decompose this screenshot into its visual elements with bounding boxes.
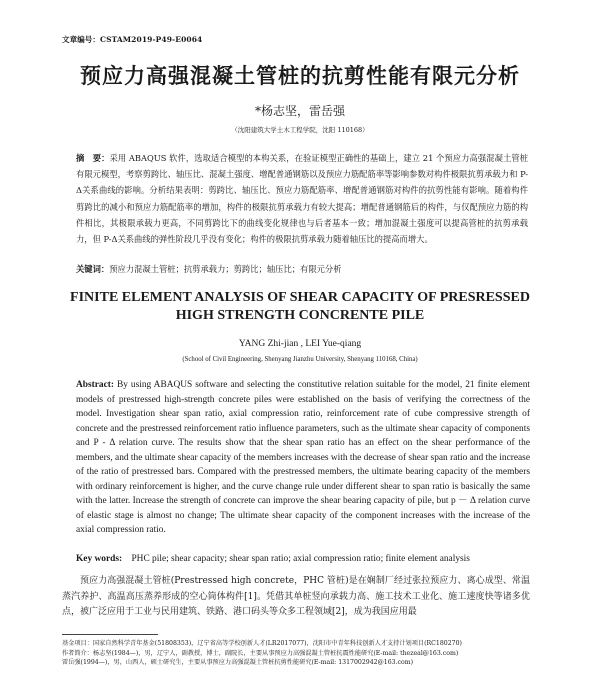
footnote-fund: 基金项目：国家自然科学青年基金(51808353)，辽宁省高等学校创新人才(LR2017077)，沈阳市中青年科技创新人才支持计划项目(RC180270) <box>62 640 462 647</box>
footnote-author-2: 雷岳强(1994—)，男，山西人，硕士研究生，主要从事预应力高强混凝土管桩抗剪性能研究(E-mail: 1317002942@163.com) <box>62 659 414 667</box>
chinese-abstract-text: 采用 ABAQUS 软件，选取适合模型的本构关系，在验证模型正确性的基础上，建立 21 个预应力高强混凝土管桩有限元模型，考察剪跨比、轴压比、混凝土强度、增配普通钢筋以及预应力筋配筋率等影响参数对构件极限抗剪承载力和 P-Δ关系曲线的影响。分析结果表明：剪跨比、轴压比、预应力筋配筋率、增配普通钢筋对构件的抗剪性能有影响。随着构件剪跨比的减小和预应力筋配筋率的增加，构件的极限抗剪承载力有较大提高；增配普通钢筋后的构件，与仅配预应力筋的构件相比，其极限承载力更高，不同剪跨比下的曲线变化规律也与后者基本一致；增加混凝土强度可以提高管桩的抗剪承载力，但 P-Δ关系曲线的弹性阶段几乎没有变化；构件的极限抗剪承载力随着轴压比的提高而增大。 <box>76 153 528 245</box>
chinese-keywords-label: 关键词： <box>76 264 110 274</box>
chinese-keywords <box>76 263 528 275</box>
footnote-author-1: 作者简介：杨志坚(1984—)，男，辽宁人，副教授，博士，副院长，主要从事预应力高强混凝土管桩抗震性能研究(E-mail: thezeal@163.com) <box>62 649 459 657</box>
english-authors: YANG Zhi-jian , LEI Yue-qiang <box>238 339 362 349</box>
english-keywords-text: PHC pile; shear capacity; shear span ratio; axial compression ratio; finite element analysis <box>122 554 470 564</box>
english-abstract-label: Abstract: <box>76 380 115 390</box>
chinese-affiliation: （沈阳建筑大学土木工程学院，沈阳 110168） <box>231 126 369 134</box>
english-abstract <box>76 378 530 538</box>
chinese-keywords-text: 预应力混凝土管桩；抗剪承载力；剪跨比；轴压比；有限元分析 <box>109 264 342 274</box>
article-id: 文章编号：CSTAM2019-P49-E0064 <box>62 35 203 44</box>
footnote-divider <box>62 634 158 635</box>
chinese-title: 预应力高强混凝土管桩的抗剪性能有限元分析 <box>80 64 520 88</box>
chinese-abstract <box>76 150 528 247</box>
chinese-abstract-label: 摘 要： <box>76 153 110 163</box>
english-affiliation: (School of Civil Engineering, Shenyang Jianzhu University, Shenyang 110168, China) <box>182 356 418 363</box>
english-keywords <box>76 550 530 564</box>
english-abstract-text: By using ABAQUS software and selecting the constitutive relation suitable for the model, 21 finite element models of prestressed high-strength concrete piles were established on the basis of verifying the correctness of the model. Investigation shear span ratio, axial compression ratio, reinforcement rate of cube compressive strength of concrete and the prestressed reinforcement ratio influence parameters, such as the ultimate shear capacity of components and P - Δ relation curve. The results show that the shear span ratio has an effect on the shear performance of the members, and the ultimate shear capacity of the members increases with the decrease of shear span ratio and the increase of the ratio of prestressed bars. Compared with the prestressed members, the ultimate bearing capacity of the members with ordinary reinforcement is higher, and the curve change rule under different shear to span ratio is basically the same with the latter. Increase the strength of concrete can improve the shear bearing capacity of pile, but p － Δ relation curve of elastic stage is almost no change; The ultimate shear capacity of the component increases with the increase of the axial compression ratio. <box>76 380 530 536</box>
english-title-line-1: FINITE ELEMENT ANALYSIS OF SHEAR CAPACITY OF PRESRESSED <box>70 290 530 305</box>
english-title <box>0 289 600 325</box>
english-title-line-2: HIGH STRENGTH CONCRENTE PILE <box>175 308 425 323</box>
chinese-authors: *杨志坚，雷岳强 <box>254 104 345 118</box>
english-keywords-label: Key words: <box>76 554 123 564</box>
introduction-paragraph: 预应力高强混凝土管桩(Prestressed high concrete，PHC 管桩)是在娴制厂经过张拉预应力、离心成型、常温蒸汽养护、高温高压蒸养形成的空心筒体构件[1]。凭借其单桩竖向承载力高、施工技术工业化、施工速度快等诸多优点，被广泛应用于工业与民用建筑、铁路、港口码头等众多工程领域[2]，成为我国应用最 <box>62 576 530 617</box>
footnotes <box>62 639 532 668</box>
